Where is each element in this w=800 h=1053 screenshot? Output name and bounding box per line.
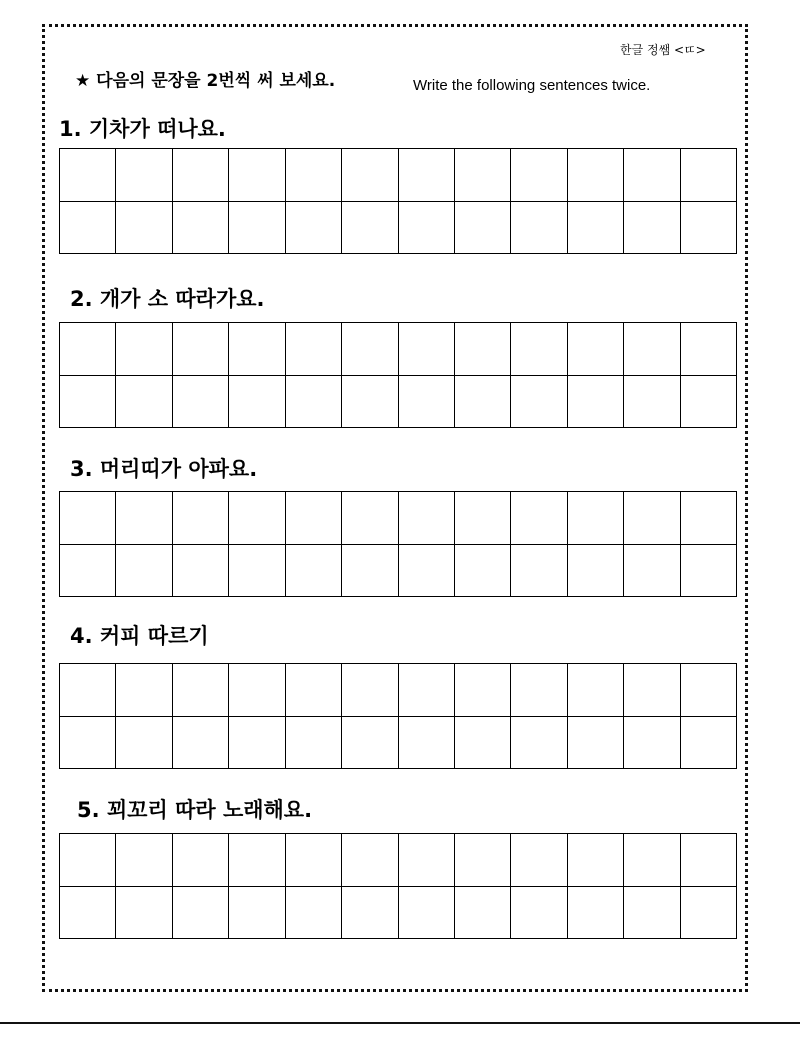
writing-cell[interactable] (286, 664, 342, 717)
writing-grid-3[interactable] (59, 491, 737, 597)
writing-cell[interactable] (681, 887, 737, 940)
writing-cell[interactable] (681, 149, 737, 202)
writing-cell[interactable] (511, 664, 567, 717)
writing-cell[interactable] (229, 376, 285, 429)
writing-cell[interactable] (286, 545, 342, 598)
writing-cell[interactable] (511, 545, 567, 598)
writing-grid-4[interactable] (59, 663, 737, 769)
writing-cell[interactable] (173, 834, 229, 887)
writing-cell[interactable] (511, 887, 567, 940)
sentence-2-label: 2. 개가 소 따라가요. (70, 287, 265, 311)
writing-cell[interactable] (455, 202, 511, 255)
sentence-4-label: 4. 커피 따르기 (70, 624, 209, 648)
writing-cell[interactable] (568, 717, 624, 770)
writing-cell[interactable] (399, 492, 455, 545)
writing-cell[interactable] (60, 664, 116, 717)
writing-cell[interactable] (681, 545, 737, 598)
writing-cell[interactable] (286, 834, 342, 887)
writing-cell[interactable] (173, 545, 229, 598)
writing-cell[interactable] (116, 202, 172, 255)
writing-cell[interactable] (173, 492, 229, 545)
writing-cell[interactable] (455, 834, 511, 887)
writing-cell[interactable] (511, 149, 567, 202)
sentence-5-label: 5. 꾀꼬리 따라 노래해요. (77, 798, 313, 822)
writing-cell[interactable] (229, 834, 285, 887)
writing-cell[interactable] (681, 664, 737, 717)
writing-cell[interactable] (399, 545, 455, 598)
writing-cell[interactable] (229, 545, 285, 598)
writing-cell[interactable] (681, 834, 737, 887)
writing-cell[interactable] (116, 545, 172, 598)
writing-cell[interactable] (116, 887, 172, 940)
writing-cell[interactable] (455, 149, 511, 202)
writing-cell[interactable] (60, 834, 116, 887)
writing-cell[interactable] (455, 492, 511, 545)
writing-cell[interactable] (342, 834, 398, 887)
writing-cell[interactable] (229, 149, 285, 202)
writing-cell[interactable] (624, 376, 680, 429)
writing-cell[interactable] (60, 376, 116, 429)
writing-cell[interactable] (342, 545, 398, 598)
writing-cell[interactable] (116, 664, 172, 717)
writing-cell[interactable] (624, 717, 680, 770)
writing-cell[interactable] (399, 834, 455, 887)
writing-cell[interactable] (342, 149, 398, 202)
writing-cell[interactable] (286, 323, 342, 376)
instruction-korean: ★ 다음의 문장을 2번씩 써 보세요. (75, 71, 336, 91)
writing-cell[interactable] (568, 545, 624, 598)
writing-cell[interactable] (173, 376, 229, 429)
header-tag: 한글 정쌤 <ㄸ> (620, 43, 706, 57)
writing-cell[interactable] (681, 717, 737, 770)
writing-cell[interactable] (624, 664, 680, 717)
writing-cell[interactable] (568, 202, 624, 255)
writing-cell[interactable] (455, 664, 511, 717)
writing-cell[interactable] (229, 717, 285, 770)
writing-cell[interactable] (624, 202, 680, 255)
writing-cell[interactable] (511, 376, 567, 429)
writing-cell[interactable] (624, 834, 680, 887)
writing-cell[interactable] (511, 323, 567, 376)
writing-cell[interactable] (342, 492, 398, 545)
writing-cell[interactable] (60, 323, 116, 376)
writing-cell[interactable] (455, 323, 511, 376)
writing-cell[interactable] (116, 834, 172, 887)
writing-cell[interactable] (229, 202, 285, 255)
sentence-1-label: 1. 기차가 떠나요. (59, 117, 226, 141)
writing-cell[interactable] (568, 149, 624, 202)
writing-cell[interactable] (511, 492, 567, 545)
writing-cell[interactable] (342, 717, 398, 770)
writing-cell[interactable] (116, 149, 172, 202)
writing-cell[interactable] (60, 717, 116, 770)
writing-grid-2[interactable] (59, 322, 737, 428)
writing-cell[interactable] (229, 492, 285, 545)
writing-cell[interactable] (286, 202, 342, 255)
writing-cell[interactable] (229, 664, 285, 717)
writing-grid-1[interactable] (59, 148, 737, 254)
writing-cell[interactable] (511, 717, 567, 770)
writing-cell[interactable] (116, 717, 172, 770)
writing-cell[interactable] (511, 202, 567, 255)
writing-cell[interactable] (229, 887, 285, 940)
writing-cell[interactable] (399, 887, 455, 940)
writing-cell[interactable] (399, 149, 455, 202)
writing-cell[interactable] (568, 664, 624, 717)
writing-grid-5[interactable] (59, 833, 737, 939)
writing-cell[interactable] (568, 492, 624, 545)
writing-cell[interactable] (116, 492, 172, 545)
writing-cell[interactable] (116, 376, 172, 429)
writing-cell[interactable] (286, 887, 342, 940)
writing-cell[interactable] (455, 376, 511, 429)
writing-cell[interactable] (173, 149, 229, 202)
writing-cell[interactable] (173, 323, 229, 376)
writing-cell[interactable] (624, 149, 680, 202)
writing-cell[interactable] (60, 202, 116, 255)
writing-cell[interactable] (511, 834, 567, 887)
writing-cell[interactable] (681, 492, 737, 545)
writing-cell[interactable] (173, 887, 229, 940)
writing-cell[interactable] (399, 717, 455, 770)
writing-cell[interactable] (60, 492, 116, 545)
writing-cell[interactable] (173, 664, 229, 717)
writing-cell[interactable] (681, 202, 737, 255)
writing-cell[interactable] (60, 545, 116, 598)
page-bottom-rule (0, 1022, 800, 1024)
writing-cell[interactable] (286, 492, 342, 545)
writing-cell[interactable] (624, 887, 680, 940)
writing-cell[interactable] (455, 887, 511, 940)
writing-cell[interactable] (568, 376, 624, 429)
writing-cell[interactable] (60, 887, 116, 940)
writing-cell[interactable] (342, 664, 398, 717)
writing-cell[interactable] (568, 323, 624, 376)
writing-cell[interactable] (286, 376, 342, 429)
sentence-3-label: 3. 머리띠가 아파요. (70, 457, 258, 481)
writing-cell[interactable] (342, 376, 398, 429)
writing-cell[interactable] (173, 202, 229, 255)
writing-cell[interactable] (60, 149, 116, 202)
writing-cell[interactable] (342, 202, 398, 255)
writing-cell[interactable] (455, 717, 511, 770)
writing-cell[interactable] (624, 545, 680, 598)
writing-cell[interactable] (399, 376, 455, 429)
writing-cell[interactable] (624, 323, 680, 376)
writing-cell[interactable] (681, 376, 737, 429)
writing-cell[interactable] (342, 323, 398, 376)
instruction-english: Write the following sentences twice. (413, 77, 651, 94)
writing-cell[interactable] (229, 323, 285, 376)
writing-cell[interactable] (399, 323, 455, 376)
writing-cell[interactable] (568, 887, 624, 940)
writing-cell[interactable] (399, 664, 455, 717)
writing-cell[interactable] (173, 717, 229, 770)
writing-cell[interactable] (399, 202, 455, 255)
writing-cell[interactable] (568, 834, 624, 887)
writing-cell[interactable] (286, 717, 342, 770)
writing-cell[interactable] (342, 887, 398, 940)
writing-cell[interactable] (116, 323, 172, 376)
writing-cell[interactable] (681, 323, 737, 376)
writing-cell[interactable] (624, 492, 680, 545)
writing-cell[interactable] (455, 545, 511, 598)
writing-cell[interactable] (286, 149, 342, 202)
